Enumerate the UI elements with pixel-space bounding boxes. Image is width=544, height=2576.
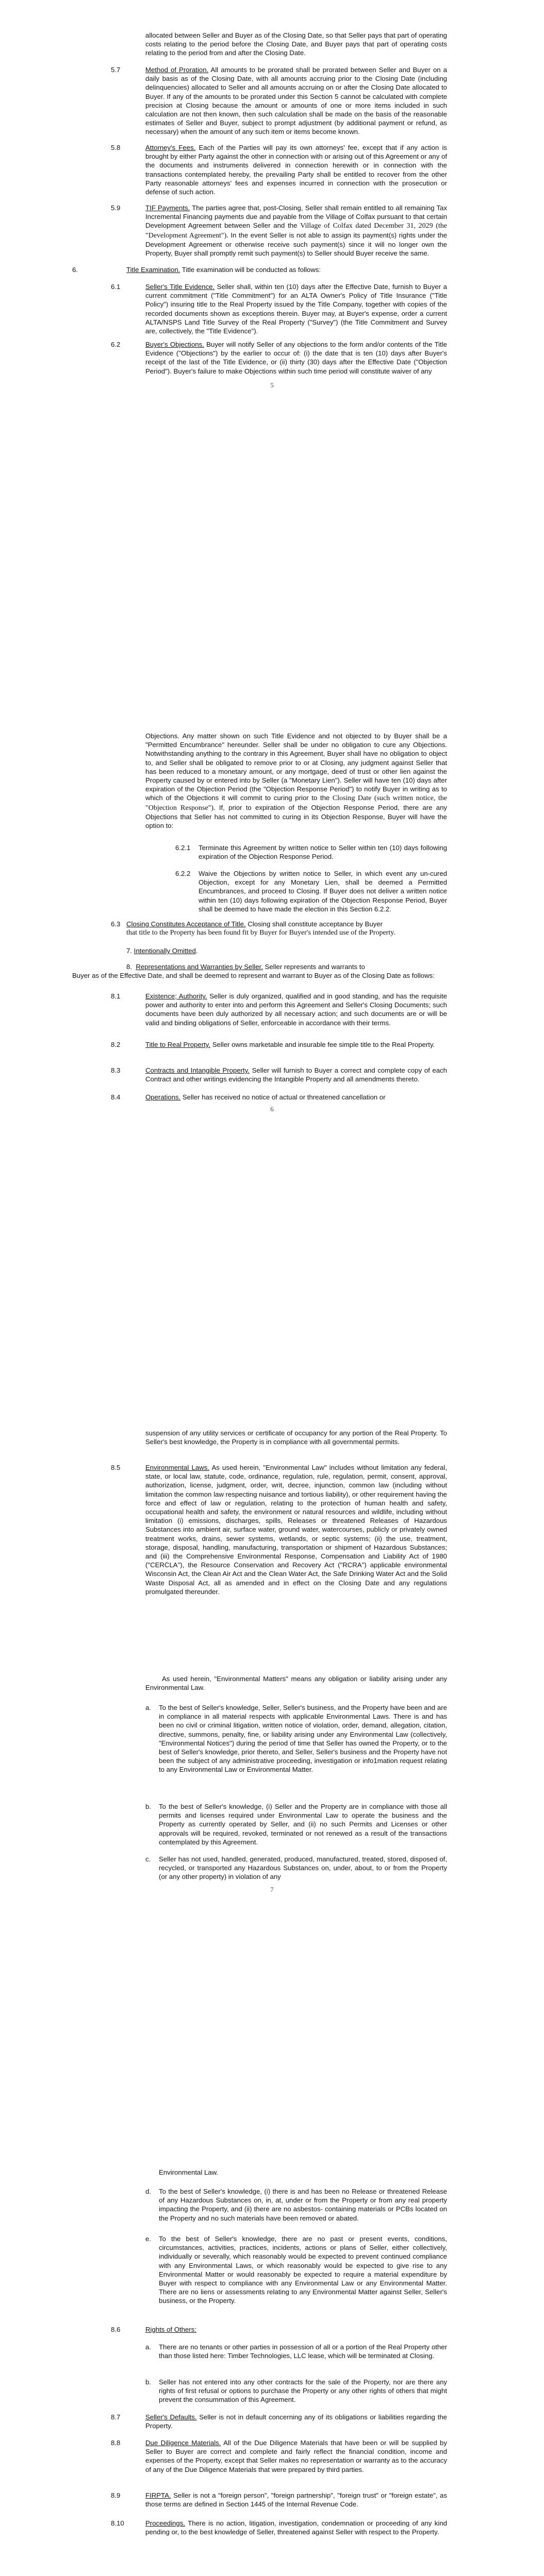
item-c-hazardous-substances: Seller has not used, handled, generated, produced, manufactured, treated, stored, disposed of, recycled, or transported any Hazardous Substances on, under, about, to or from the Property (or any other property) in violation of any [159, 1855, 447, 1881]
paragraph-text: Objections. Any matter shown on such Title Evidence and not objected to by Buyer shall be a "Permitted Encumbrance" hereunder. Seller shall be under no obligation to cure any Objections. Notwithstanding anything to the contrary in this Agreement, Buyer shall have no obligation to object to, and Seller shall be obligated to remove prior to or at Closing, any judgment against Seller that has been reduced to a monetary amount, or any mortgage, deed of trust or other lien against the Property caused by or entered into by Seller (a "Monetary Lien"). Seller will have ten (10) days after expiration of the Objection Period (the "Objection Response Period") to notify Buyer in writing as to which of the Objections it will commit to curing prior to the [145, 732, 447, 802]
section-8-3-contracts [145, 1066, 447, 1083]
section-number-8-2: 8.2 [111, 1041, 121, 1048]
paragraph-operations-continued: suspension of any utility services or certificate of occupancy for any portion of the Real Property. To Seller's best knowledge, the Property is in compliance with all governmental permits. [145, 1429, 447, 1446]
item-label-a: a. [145, 2343, 151, 2351]
section-number-6-2-2: 6.2.2 [175, 870, 191, 877]
section-title: Buyer's Objections. [145, 341, 204, 348]
item-label-c: c. [145, 1855, 151, 1863]
section-title: Seller's Defaults. [145, 2413, 197, 2421]
section-6-3-closing-acceptance-serif: that title to the Property has been found fit by Buyer for Buyer's intended use of the Property. [126, 929, 395, 937]
section-text: All amounts to be prorated shall be prorated between Seller and Buyer on a daily basis as of the Closing Date, with all amounts accruing prior to the Closing Date (including delinquencies) allocated to Seller and all amounts accruing on or after the Closing Date allocated to Buyer. If any of the amounts to be prorated under this Section 5 cannot be calculated with complete precision at Closing because the amount or amounts of one or more items included in such calculation are not then known, then such calculation shall be made on the basis of the reasonable estimates of Seller and Buyer, subject to prompt adjustment (by additional payment or refund, as necessary) when the amount of any such item or items become known. [145, 66, 447, 136]
section-8-2-title-to-real-property [145, 1040, 447, 1049]
section-8-5-environmental-laws [145, 1463, 447, 1596]
section-title: Intentionally Omitted [134, 947, 196, 955]
section-number-8-1: 8.1 [111, 992, 121, 1000]
section-text: Seller will furnish to Buyer a correct and complete copy of each Contract and other writings evidencing the Intangible Property and all amendments thereto. [145, 1066, 447, 1083]
section-8-representations [126, 962, 365, 971]
section-title: Existence; Authority. [145, 992, 207, 1000]
item-e-events-conditions: To the best of Seller's knowledge, there are no past or present events, conditions, circumstances, activities, practices, incidents, actions or plans of Seller, either collectively, individually or severally, which reasonably would be expected to prevent continued compliance with any Environmental Laws, or which reasonably would be expected to give rise to any Environmental Matter or would reasonably be expected to require a material expenditure by Buyer with respect to compliance with any Environmental Law or any Environmental Matter. There are no liens or assessments relating to any Environmental Matter against Seller, Seller's business, or the Property. [159, 2235, 447, 2305]
section-number-8-3: 8.3 [111, 1066, 121, 1074]
section-number-6-1: 6.1 [111, 283, 121, 291]
page-number: 5 [270, 381, 274, 389]
section-6-2-buyers-objections [145, 340, 447, 376]
section-6-title-examination [126, 265, 446, 274]
section-title: FIRPTA. [145, 2492, 171, 2499]
section-5-7-method-of-proration [145, 65, 447, 137]
section-number-5-9: 5.9 [111, 204, 121, 212]
item-a-tenants: There are no tenants or other parties in possession of all or a portion of the Real Property other than those listed here: Timber Technologies, LLC lease, which will be terminated at Closing. [159, 2343, 447, 2360]
section-text: All of the Due Diligence Materials that have been or will be supplied by Seller to Buyer are correct and complete and fairly reflect the financial condition, income and expenses of the Property, except that Seller makes no representation or warranty as to the accuracy of any of the Due Diligence Materials that were prepared by third parties. [145, 2439, 447, 2473]
section-number-8-5: 8.5 [111, 1464, 121, 1471]
item-d-release: To the best of Seller's knowledge, (i) there is and has been no Release or threatened Release of any Hazardous Substances on, in, at, under or from the Property or from any real property impacting the Property, and (ii) there are no asbestos- containing materials or PCBs located on the Property and no such materials have been removed or abated. [159, 2188, 447, 2222]
section-number-8-8: 8.8 [111, 2439, 121, 2447]
document-page-7 [0, 1406, 544, 2110]
item-a-compliance: To the best of Seller's knowledge, Seller, Seller's business, and the Property have been and are in compliance in all material respects with applicable Environmental Laws. There is and has been no civil or criminal litigation, written notice of violation, order, demand, allegation, citation, directive, summons, penalty, fine, or liability arising under any Environmental Law (collectively, "Environmental Notices") during the period of time that Seller has owned the Property, or to the best of Seller's knowledge, prior thereto, and Seller, Seller's business and the Property have not been the subject of any administrative proceeding, investigation or info1mation request relating to any Environmental Law or Environmental Matter. [159, 1704, 447, 1774]
section-8-7-sellers-defaults [145, 2413, 447, 2430]
section-number-8-6: 8.6 [111, 2326, 121, 2333]
section-title: Attorney's Fees. [145, 144, 196, 151]
page-number: 6 [270, 1105, 274, 1113]
section-title: TIF Payments. [145, 204, 190, 212]
document-page-8 [0, 2110, 544, 2576]
section-5-8-attorneys-fees [145, 143, 447, 196]
section-title: Proceedings. [145, 2519, 185, 2527]
section-number: 8. [126, 963, 132, 971]
paragraph-environmental-matters: As used herein, "Environmental Matters" means any obligation or liability arising under any Environmental Law. [145, 1675, 447, 1692]
section-8-4-operations [145, 1093, 447, 1101]
section-6-3-closing-acceptance [126, 920, 447, 928]
section-title: Title to Real Property. [145, 1041, 211, 1048]
item-label-e: e. [145, 2235, 151, 2243]
section-number-6-2-1: 6.2.1 [175, 844, 191, 852]
section-6-1-sellers-title-evidence [145, 282, 447, 335]
section-text: In the event Seller is not able to assign its payment(s) rights under the Development Agreement or otherwise receive such payment(s) since it will no longer own the Property, Buyer shall promptly remit such payment(s) to Seller should Buyer receive the same. [145, 231, 447, 258]
item-b-permits: To the best of Seller's knowledge, (i) Seller and the Property are in compliance with those all permits and licenses required under Environmental Law to operate the business and the Property as currently operated by Seller, and (ii) no such Permits and Licenses or other approvals will be required, revoked, terminated or not renewed as a result of the transactions contemplated by this Agreement. [159, 1803, 447, 1846]
section-number-8-9: 8.9 [111, 2492, 121, 2499]
section-8-6-rights-of-others [145, 2325, 447, 2334]
section-title: Contracts and Intangible Property. [145, 1066, 250, 1074]
section-title: Method of Proration. [145, 66, 209, 74]
section-title: Title Examination. [126, 266, 180, 274]
document-page-5 [0, 0, 544, 703]
page-number: 7 [270, 1886, 274, 1893]
paragraph-proration-continued: allocated between Seller and Buyer as of the Closing Date, so that Seller pays that part of operating costs relating to the period before the Closing Date, and Buyer pays that part of operating costs relating to the period from and after the Closing Date. [145, 31, 447, 57]
section-text: Title examination will be conducted as follows: [180, 266, 321, 274]
section-number-8-7: 8.7 [111, 2413, 121, 2421]
item-b-other-contracts: Seller has not entered into any other contracts for the sale of the Property, nor are there any rights of first refusal or options to purchase the Property or any other rights of others that might prevent the consummation of this Agreement. [159, 2378, 447, 2404]
section-number-6: 6. [72, 266, 78, 274]
section-8-10-proceedings [145, 2519, 447, 2536]
section-title: Due Diligence Materials. [145, 2439, 221, 2447]
section-number-6-2: 6.2 [111, 341, 121, 348]
section-6-2-2-waive: Waive the Objections by written notice to Seller, in which event any un-cured Objection, except for any Monetary Lien, shall be deemed a Permitted Encumbrances, and proceed to Closing. If Buyer does not deliver a written notice within ten (10) days following expiration of the Objection Response Period, Buyer shall be deemed to have made the election in this Section 6.2.2. [199, 870, 447, 913]
section-text: The parties agree that, post-Closing, Seller shall remain entitled to all remaining Tax Incremental Financing payments due and payable from the Village of Colfax pursuant to that certain Development Agreement between Seller and the [145, 204, 447, 230]
section-7-intentionally-omitted [126, 946, 198, 955]
section-text: Each of the Parties will pay its own attorneys' fee, except that if any action is brought by either Party against the other in connection with or arising out of this Agreement or any of the documents and instruments delivered in connection herewith or in connection with the transactions contemplated hereby, the prevailing Party shall be entitled to recover from the other Party reasonable attorneys' fees and expenses incurred in connection with the prosecution or defense of such action. [145, 144, 447, 196]
section-number-5-7: 5.7 [111, 66, 121, 74]
section-text: Closing shall constitute acceptance by Buyer [245, 920, 383, 928]
section-text-serif: Village of Colfax dated December 31, 2029 (the "Development Agreement"). [145, 222, 448, 240]
item-label-b: b. [145, 1803, 151, 1810]
item-label-b: b. [145, 2378, 151, 2386]
section-text: Seller is not in default concerning any of its obligations or liabilities regarding the Property. [145, 2413, 447, 2430]
section-text: Seller owns marketable and insurable fee simple title to the Real Property. [210, 1041, 435, 1048]
section-8-9-firpta [145, 2491, 447, 2509]
section-number-8-10: 8.10 [111, 2519, 124, 2527]
section-text: Seller represents and warrants to [262, 963, 365, 971]
section-6-2-1-terminate: Terminate this Agreement by written notice to Seller within ten (10) days following expiration of the Objection Response Period. [199, 844, 447, 861]
section-title: Environmental Laws. [145, 1464, 209, 1471]
section-text: Seller is duly organized, qualified and in good standing, and has the requisite power and authority to enter into and perform this Agreement and Seller's Closing Documents; such documents have been duly authorized by all necessary action; and such documents are or will be valid and binding obligations of Seller, enforceable in accordance with their terms. [145, 992, 448, 1027]
section-title: Closing Constitutes Acceptance of Title. [126, 920, 246, 928]
item-label-a: a. [145, 1704, 151, 1711]
section-text: Buyer will notify Seller of any objections to the form and/or contents of the Title Evidence ("Objections") by the earlier to occur of: (i) the date that is ten (10) days after Buyer's receipt of the last of the Title Evidence, or (ii) thirty (30) days after the Effective Date ("Objection Period"). Buyer's failure to make Objections within such time period will constitute waiver of any [145, 341, 447, 375]
section-title: Seller's Title Evidence. [145, 283, 215, 291]
document-page-6 [0, 703, 544, 1406]
section-text: As used herein, "Environmental Law" includes without limitation any federal, state, or local law, statute, code, ordinance, regulation, rule, regulation, permit, consent, approval, authorization, license, judgment, order, writ, decree, injunction, common law (including without limitation the common law respecting nuisance and tortious liability), or other requirement having the force and effect of law or regulation, relating to the protection of human health and safety, occupational health and safety, the environment or natural resources and wildlife, including without limitation (i) emissions, discharges, spills, Releases or threatened Releases of Hazardous Substances into ambient air, surface water, ground water, watercourses, publicly or privately owned treatment works, drains, sewer systems, wetlands, or septic systems; (ii) the use, treatment, storage, disposal, handling, manufacturing, transportation or shipment of Hazardous Substances; and (iii) the Comprehensive Environmental Response, Compensation and Liability Act of 1980 ("CERCLA"), the Resource Conservation and Recovery Act ("RCRA") applicable environmental Wisconsin Act, the Clean Air Act and the Clean Water Act, the Safe Drinking Water Act and the Solid Waste Disposal Act, all as amended and in effect on the Closing Date and any regulations promulgated thereunder. [145, 1464, 447, 1596]
section-text: There is no action, litigation, investigation, condemnation or proceeding of any kind pending or, to the best knowledge of Seller, threatened against Seller with respect to the Property. [145, 2519, 447, 2536]
section-8-representations-continued: Buyer as of the Effective Date, and shall be deemed to represent and warrant to Buyer as of the Closing Date as follows: [72, 972, 435, 979]
section-text: Seller has received no notice of actual or threatened cancellation or [180, 1093, 386, 1101]
section-number: 7. [126, 947, 134, 955]
paragraph-environmental-law-continued: Environmental Law. [159, 2168, 219, 2176]
section-8-8-due-diligence [145, 2438, 447, 2474]
section-text: Seller is not a "foreign person", "foreign partnership", "foreign trust" or "foreign estate", as those terms are defined in Section 1445 of the Internal Revenue Code. [145, 2492, 447, 2509]
section-title: Rights of Others: [145, 2326, 196, 2333]
section-number-5-8: 5.8 [111, 144, 121, 151]
section-number-6-3: 6.3 [111, 920, 121, 928]
section-title: Operations. [145, 1093, 181, 1101]
section-number-8-4: 8.4 [111, 1093, 121, 1101]
paragraph-text: If, prior to expiration of the Objection Response Period, there are any Objections that Seller has not committed to curing in its Objection Response, Buyer will have the option to: [145, 803, 447, 830]
item-label-d: d. [145, 2188, 151, 2195]
section-8-1-existence-authority [145, 992, 447, 1027]
section-text: . [195, 947, 198, 955]
section-title: Representations and Warranties by Seller. [136, 963, 263, 971]
paragraph-objections-continued [145, 732, 447, 830]
paragraph-text-serif: Closing Date (such written notice, the "Objection Response"). [145, 794, 447, 812]
section-text: Seller shall, within ten (10) days after the Effective Date, furnish to Buyer a current commitment ("Title Commitment") for an ALTA Owner's Policy of Title Insurance ("Title Policy") insuring title to the Real Property issued by the Title Company, together with copies of the recorded documents shown as exceptions therein. Buyer may, at Buyer's expense, order a current ALTA/NSPS Land Title Survey of the Real Property ("Survey") (the Title Commitment and Survey are, collectively, the "Title Evidence"). [145, 283, 447, 335]
section-5-9-tif-payments [145, 204, 447, 258]
